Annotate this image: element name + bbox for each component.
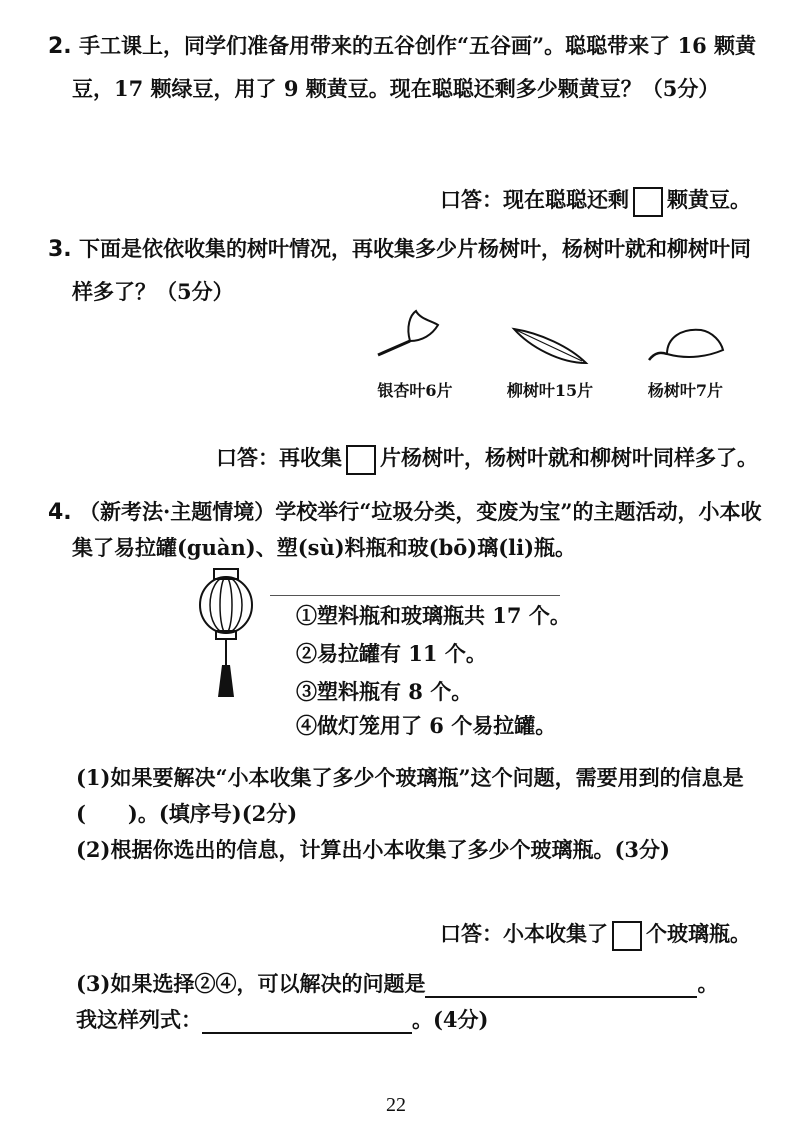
willow-label: 柳树叶15片 (506, 381, 594, 400)
q4-info-4: ④做灯笼用了 6 个易拉罐。 (296, 713, 557, 738)
q4-text-line1: （新考法·主题情境）学校举行“垃圾分类，变废为宝”的主题活动，小本收 (78, 499, 762, 524)
poplar-label: 杨树叶7片 (647, 381, 724, 400)
q4-sub3-formula-label: 我这样列式： (76, 1007, 202, 1032)
q4-answer-prefix: 口答：小本收集了 (440, 921, 608, 946)
q4-sub3-line1 (76, 968, 718, 998)
q2-number: 2. (48, 34, 72, 59)
q4-sub3-formula-end: 。(4分) (412, 1007, 489, 1032)
q4-line1 (48, 496, 761, 526)
q3-line1 (48, 233, 751, 263)
q2-answer (440, 184, 751, 217)
q4-sub3-end: 。 (697, 971, 719, 996)
q4-sub3-line2 (76, 1004, 488, 1034)
ginkgo-leaf-icon (370, 305, 450, 365)
q4-info-3: ③塑料瓶有 8 个。 (296, 679, 473, 704)
info-divider (270, 595, 560, 596)
q2-text-line1: 手工课上，同学们准备用带来的五谷创作“五谷画”。聪聪带来了 16 颗黄 (78, 33, 756, 58)
q2-answer-box[interactable] (633, 187, 663, 217)
q4-answer-box[interactable] (612, 921, 642, 951)
q4-sub3-formula-blank[interactable] (202, 1010, 412, 1034)
q2-line1 (48, 30, 756, 60)
ginkgo-label: 银杏叶6片 (377, 381, 453, 400)
q4-info-1: ①塑料瓶和玻璃瓶共 17 个。 (296, 603, 571, 628)
q2-answer-prefix: 口答：现在聪聪还剩 (440, 187, 629, 212)
page-number: 22 (386, 1094, 406, 1116)
q2-answer-suffix: 颗黄豆。 (667, 187, 751, 212)
q4-text-line2: 集了易拉罐(guàn)、塑(sù)料瓶和玻(bō)璃(li)瓶。 (72, 535, 577, 560)
q3-number: 3. (48, 237, 72, 262)
q3-text-line2: 样多了？（5分） (72, 279, 234, 304)
q4-sub3-question-blank[interactable] (425, 974, 697, 998)
q3-answer-prefix: 口答：再收集 (216, 445, 342, 470)
q2-text-line2: 豆，17 颗绿豆，用了 9 颗黄豆。现在聪聪还剩多少颗黄豆？（5分） (72, 76, 720, 101)
lantern-icon (196, 565, 256, 705)
q3-answer-suffix: 片杨树叶，杨树叶就和柳树叶同样多了。 (380, 445, 758, 470)
q4-answer (440, 918, 751, 951)
q4-sub1-line1: (1)如果要解决“小本收集了多少个玻璃瓶”这个问题，需要用到的信息是 (76, 765, 744, 790)
q4-number: 4. (48, 500, 72, 525)
q4-sub2: (2)根据你选出的信息，计算出小本收集了多少个玻璃瓶。(3分) (76, 837, 670, 862)
willow-leaf-icon (510, 325, 590, 370)
poplar-leaf-icon (645, 320, 730, 370)
q3-answer-box[interactable] (346, 445, 376, 475)
q4-answer-suffix: 个玻璃瓶。 (646, 921, 751, 946)
q3-answer (216, 442, 758, 475)
q4-sub3-text: (3)如果选择②④，可以解决的问题是 (76, 971, 426, 996)
q4-sub1-line2: ( )。(填序号)(2分) (76, 801, 298, 826)
q3-text-line1: 下面是依依收集的树叶情况，再收集多少片杨树叶，杨树叶就和柳树叶同 (78, 236, 751, 261)
q4-info-2: ②易拉罐有 11 个。 (296, 641, 487, 666)
